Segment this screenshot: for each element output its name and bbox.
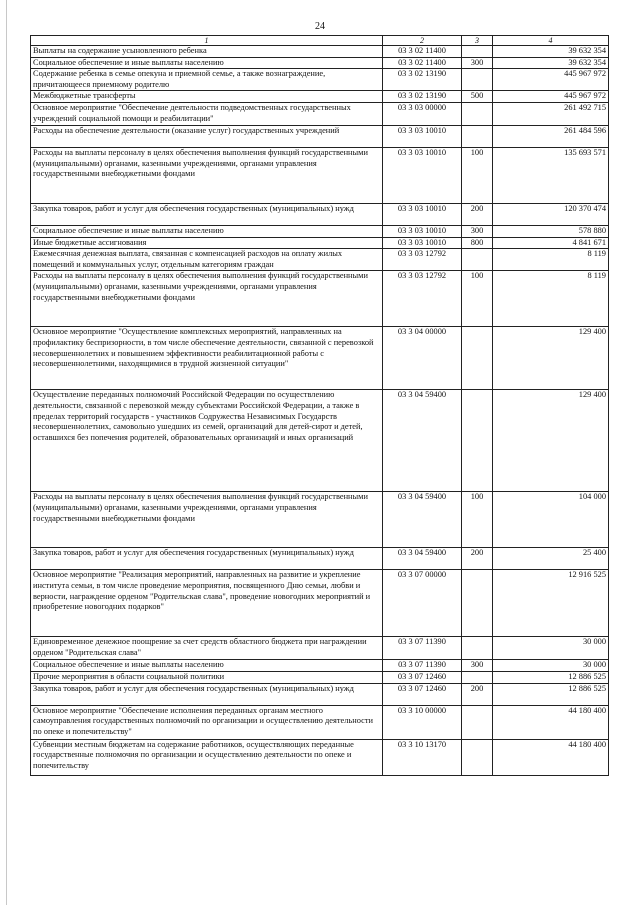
row-name: Закупка товаров, работ и услуг для обеспечения государственных (муниципальных) нужд — [31, 203, 383, 225]
row-name: Расходы на выплаты персоналу в целях обеспечения выполнения функций государственными (муниципальными) органами, казенными учреждениями, органами управления государственными внебюджетными фондами — [31, 271, 383, 327]
table-row — [31, 237, 609, 249]
row-code: 03 3 07 12460 — [383, 671, 462, 683]
row-code: 03 3 07 11390 — [383, 660, 462, 672]
row-code: 03 3 10 00000 — [383, 705, 462, 739]
row-name: Выплаты на содержание усыновленного ребенка — [31, 46, 383, 58]
row-expense-type: 200 — [462, 203, 493, 225]
table-row — [31, 683, 609, 705]
row-amount: 30 000 — [493, 637, 609, 660]
row-name: Расходы на обеспечение деятельности (оказание услуг) государственных учреждений — [31, 125, 383, 147]
row-name: Основное мероприятие "Обеспечение деятельности подведомственных государственных учреждений социальной помощи и реабилитации" — [31, 102, 383, 125]
row-code: 03 3 03 10010 — [383, 203, 462, 225]
row-name: Содержание ребенка в семье опекуна и приемной семье, а также вознаграждение, причитающееся приемному родителю — [31, 69, 383, 91]
row-expense-type: 100 — [462, 271, 493, 327]
row-expense-type — [462, 390, 493, 492]
row-code: 03 3 02 11400 — [383, 46, 462, 58]
row-name: Иные бюджетные ассигнования — [31, 237, 383, 249]
table-row — [31, 570, 609, 637]
page-number: 24 — [315, 21, 325, 32]
row-name: Ежемесячная денежная выплата, связанная с компенсацией расходов на оплату жилых помещений и коммунальных услуг, отдельным категориям граждан — [31, 249, 383, 271]
table-row — [31, 125, 609, 147]
table-row — [31, 46, 609, 58]
header-col-3: 3 — [462, 36, 493, 46]
row-name: Осуществление переданных полномочий Российской Федерации по осуществлению деятельности, связанной с перевозкой между субъектами Российской Федерации, а также в пределах территорий государств - участников Содружества Независимых Государств несовершеннолетних, самовольно ушедших из семей, организаций для детей-сирот и детей, оставшихся без попечения родителей, образовательных организаций и иных организаций — [31, 390, 383, 492]
row-code: 03 3 04 59400 — [383, 548, 462, 570]
row-expense-type — [462, 102, 493, 125]
table-row — [31, 203, 609, 225]
column-number-header — [31, 36, 609, 46]
table-row — [31, 390, 609, 492]
row-code: 03 3 02 13190 — [383, 69, 462, 91]
row-amount: 12 916 525 — [493, 570, 609, 637]
row-name: Межбюджетные трансферты — [31, 91, 383, 103]
row-code: 03 3 02 11400 — [383, 57, 462, 69]
table-row — [31, 327, 609, 390]
scan-edge-line — [6, 0, 7, 905]
row-name: Социальное обеспечение и иные выплаты населению — [31, 660, 383, 672]
row-code: 03 3 02 13190 — [383, 91, 462, 103]
table-row — [31, 739, 609, 775]
row-amount: 39 632 354 — [493, 46, 609, 58]
row-expense-type — [462, 637, 493, 660]
table-row — [31, 249, 609, 271]
row-name: Субвенции местным бюджетам на содержание работников, осуществляющих переданные государственные полномочия по организации и осуществлению деятельности по опеке и попечительству — [31, 739, 383, 775]
row-expense-type: 200 — [462, 548, 493, 570]
row-amount: 8 119 — [493, 249, 609, 271]
row-code: 03 3 10 13170 — [383, 739, 462, 775]
row-code: 03 3 07 12460 — [383, 683, 462, 705]
table-row — [31, 69, 609, 91]
row-amount: 4 841 671 — [493, 237, 609, 249]
row-code: 03 3 03 10010 — [383, 147, 462, 203]
row-code: 03 3 07 11390 — [383, 637, 462, 660]
row-expense-type — [462, 705, 493, 739]
row-expense-type — [462, 69, 493, 91]
row-name: Основное мероприятие "Обеспечение исполнения переданных органам местного самоуправления государственных полномочий по организации и осуществлению деятельности по опеке и попечительству" — [31, 705, 383, 739]
row-expense-type — [462, 249, 493, 271]
row-code: 03 3 04 59400 — [383, 390, 462, 492]
row-code: 03 3 03 12792 — [383, 271, 462, 327]
row-name: Закупка товаров, работ и услуг для обеспечения государственных (муниципальных) нужд — [31, 683, 383, 705]
row-code: 03 3 03 10010 — [383, 225, 462, 237]
row-amount: 12 886 525 — [493, 683, 609, 705]
row-expense-type: 500 — [462, 91, 493, 103]
row-amount: 578 880 — [493, 225, 609, 237]
row-name: Расходы на выплаты персоналу в целях обеспечения выполнения функций государственными (муниципальными) органами, казенными учреждениями, органами управления государственными внебюджетными фондами — [31, 492, 383, 548]
row-amount: 30 000 — [493, 660, 609, 672]
row-expense-type: 100 — [462, 492, 493, 548]
row-code: 03 3 03 12792 — [383, 249, 462, 271]
row-code: 03 3 03 00000 — [383, 102, 462, 125]
row-name: Закупка товаров, работ и услуг для обеспечения государственных (муниципальных) нужд — [31, 548, 383, 570]
row-amount: 8 119 — [493, 271, 609, 327]
row-name: Основное мероприятие "Осуществление комплексных мероприятий, направленных на профилактику беспризорности, в том числе обеспечение деятельности, связанной с перевозкой несовершеннолетних и повышением эффективности реабилитационной работы с несовершеннолетними, находящимися в трудной жизненной ситуации" — [31, 327, 383, 390]
header-col-4: 4 — [493, 36, 609, 46]
row-code: 03 3 03 10010 — [383, 125, 462, 147]
row-amount: 261 484 596 — [493, 125, 609, 147]
row-expense-type: 300 — [462, 660, 493, 672]
row-amount: 445 967 972 — [493, 91, 609, 103]
table-row — [31, 57, 609, 69]
row-expense-type: 100 — [462, 147, 493, 203]
row-code: 03 3 04 59400 — [383, 492, 462, 548]
row-amount: 129 400 — [493, 327, 609, 390]
table-row — [31, 102, 609, 125]
row-amount: 25 400 — [493, 548, 609, 570]
row-name: Основное мероприятие "Реализация мероприятий, направленных на развитие и укрепление института семьи, в том числе проведение мероприятия, посвященного Дню семьи, любви и верности, награждение орденом "Родительская слава", проведение новогодних мероприятий и приобретение новогодних подарков" — [31, 570, 383, 637]
table-row — [31, 671, 609, 683]
row-amount: 104 000 — [493, 492, 609, 548]
row-amount: 129 400 — [493, 390, 609, 492]
header-col-1: 1 — [31, 36, 383, 46]
table-row — [31, 637, 609, 660]
row-code: 03 3 04 00000 — [383, 327, 462, 390]
row-amount: 135 693 571 — [493, 147, 609, 203]
row-expense-type: 200 — [462, 683, 493, 705]
row-amount: 44 180 400 — [493, 705, 609, 739]
row-amount: 261 492 715 — [493, 102, 609, 125]
row-amount: 12 886 525 — [493, 671, 609, 683]
row-expense-type — [462, 739, 493, 775]
row-name: Социальное обеспечение и иные выплаты населению — [31, 57, 383, 69]
row-name: Единовременное денежное поощрение за счет средств областного бюджета при награждении орденом "Родительская слава" — [31, 637, 383, 660]
table-row — [31, 492, 609, 548]
table-row — [31, 147, 609, 203]
header-col-2: 2 — [383, 36, 462, 46]
row-expense-type — [462, 125, 493, 147]
row-name: Расходы на выплаты персоналу в целях обеспечения выполнения функций государственными (муниципальными) органами, казенными учреждениями, органами управления государственными внебюджетными фондами — [31, 147, 383, 203]
row-amount: 44 180 400 — [493, 739, 609, 775]
row-amount: 120 370 474 — [493, 203, 609, 225]
row-expense-type — [462, 46, 493, 58]
table-row — [31, 225, 609, 237]
table-row — [31, 271, 609, 327]
row-code: 03 3 03 10010 — [383, 237, 462, 249]
row-code: 03 3 07 00000 — [383, 570, 462, 637]
table-row — [31, 548, 609, 570]
row-name: Прочие мероприятия в области социальной политики — [31, 671, 383, 683]
row-amount: 445 967 972 — [493, 69, 609, 91]
row-expense-type — [462, 671, 493, 683]
budget-table — [30, 35, 609, 776]
row-expense-type — [462, 327, 493, 390]
row-expense-type: 300 — [462, 225, 493, 237]
table-row — [31, 660, 609, 672]
table-row — [31, 705, 609, 739]
row-expense-type — [462, 570, 493, 637]
table-row — [31, 91, 609, 103]
row-name: Социальное обеспечение и иные выплаты населению — [31, 225, 383, 237]
row-expense-type: 800 — [462, 237, 493, 249]
row-amount: 39 632 354 — [493, 57, 609, 69]
row-expense-type: 300 — [462, 57, 493, 69]
